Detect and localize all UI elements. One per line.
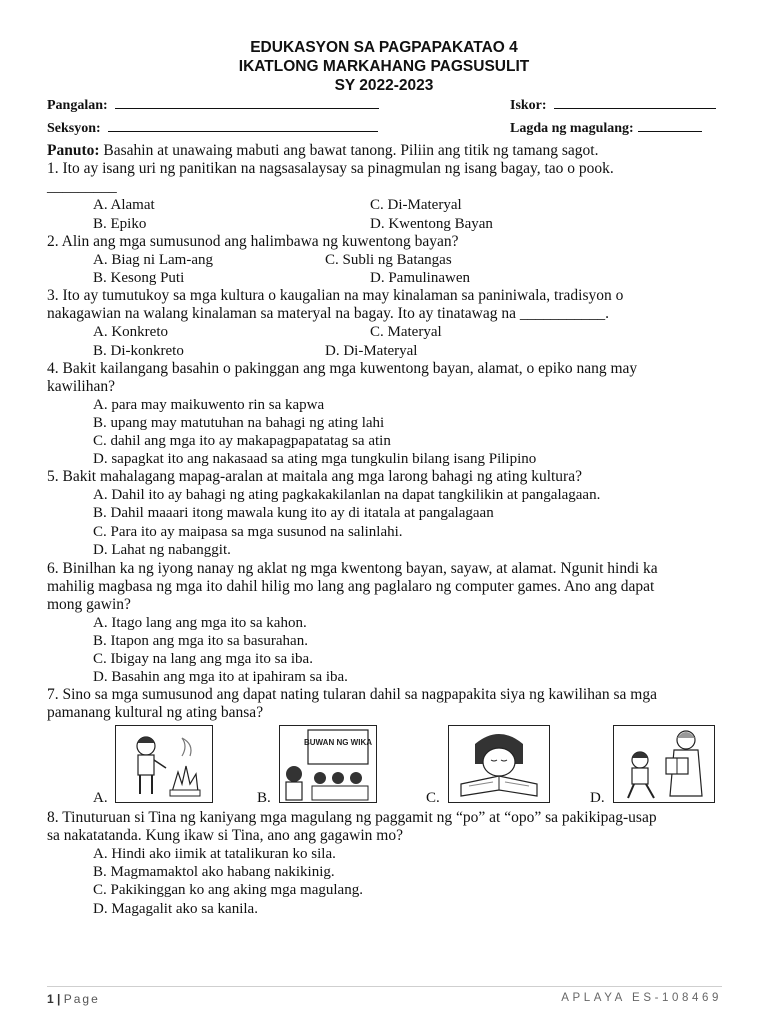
question-1-blank: _________: [47, 178, 117, 195]
footer-divider: [47, 986, 722, 987]
school-code: APLAYA ES-108469: [561, 992, 722, 1004]
girl-sleeping-on-book-illustration: [449, 726, 549, 802]
q7-choice-a-label[interactable]: A.: [93, 790, 108, 806]
q2-choice-c[interactable]: C. Subli ng Batangas: [325, 252, 452, 268]
question-6-cont: mahilig magbasa ng mga ito dahil hilig mo lang ang paglalaro ng computer games. Ano ang dapat: [47, 578, 655, 595]
name-field: [47, 96, 379, 114]
question-6-cont2: mong gawin?: [47, 596, 131, 613]
question-8: 8. Tinuturuan si Tina ng kaniyang mga magulang ng paggamit ng “po” at “opo” sa pakikipag-usap: [47, 809, 657, 826]
q1-choice-b[interactable]: B. Epiko: [93, 216, 147, 232]
q8-choice-b[interactable]: B. Magmamaktol ako habang nakikinig.: [93, 864, 335, 880]
question-4-cont: kawilihan?: [47, 378, 116, 395]
page-word: Page: [63, 992, 100, 1006]
q5-choice-b[interactable]: B. Dahil maaari itong mawala kung ito ay di itatala at pangalagaan: [93, 505, 494, 521]
q4-choice-d[interactable]: D. sapagkat ito ang nakasaad sa ating mga tungkulin bilang isang Pilipino: [93, 451, 537, 467]
q8-choice-d[interactable]: D. Magagalit ako sa kanila.: [93, 901, 258, 917]
section-field: [47, 119, 378, 137]
boy-burning-books-illustration: [116, 726, 212, 802]
q7-picture-c-girl-sleeping-on-book[interactable]: [448, 725, 550, 803]
buwan-ng-wika-illustration: [280, 726, 376, 802]
section-label: Seksyon:: [47, 121, 101, 136]
q6-choice-a[interactable]: A. Itago lang ang mga ito sa kahon.: [93, 615, 307, 631]
q2-choice-d[interactable]: D. Pamulinawen: [370, 270, 470, 286]
exam-title: EDUKASYON SA PAGPAPAKATAO 4: [250, 39, 518, 56]
q1-choice-a[interactable]: A. Alamat: [93, 197, 155, 213]
question-3-cont: nakagawian na walang kinalaman sa materyal na bagay. Ito ay tinatawag na ___________.: [47, 305, 609, 322]
parent-signature-blank[interactable]: [638, 119, 702, 132]
q3-choice-b[interactable]: B. Di-konkreto: [93, 343, 184, 359]
name-label: Pangalan:: [47, 98, 108, 113]
q7-picture-b-buwan-ng-wika-sign[interactable]: [279, 725, 377, 803]
question-7: 7. Sino sa mga sumusunod ang dapat nating tularan dahil sa nagpapakita siya ng kawilihan sa mga: [47, 686, 657, 703]
q5-choice-a[interactable]: A. Dahil ito ay bahagi ng ating pagkakakilanlan na dapat tangkilikin at pangalagaan.: [93, 487, 601, 503]
q2-choice-b[interactable]: B. Kesong Puti: [93, 270, 185, 286]
instructions: [47, 142, 598, 160]
q3-choice-d[interactable]: D. Di-Materyal: [325, 343, 418, 359]
q4-choice-b[interactable]: B. upang may matutuhan na bahagi ng ating lahi: [93, 415, 385, 431]
question-2: 2. Alin ang mga sumusunod ang halimbawa ng kuwentong bayan?: [47, 233, 459, 250]
page-number-separator: |: [53, 992, 64, 1006]
page-number-value: 1: [47, 992, 54, 1006]
q7-choice-d-label[interactable]: D.: [590, 790, 605, 806]
q5-choice-c[interactable]: C. Para ito ay maipasa sa mga susunod na salinlahi.: [93, 524, 403, 540]
score-blank[interactable]: [554, 96, 716, 109]
instructions-text: Basahin at unawaing mabuti ang bawat tanong. Piliin ang titik ng tamang sagot.: [99, 142, 599, 159]
q1-choice-c[interactable]: C. Di-Materyal: [370, 197, 462, 213]
section-blank[interactable]: [108, 119, 378, 132]
score-field: [510, 96, 716, 114]
q4-choice-c[interactable]: C. dahil ang mga ito ay makapagpapatatag sa atin: [93, 433, 391, 449]
q8-choice-c[interactable]: C. Pakikinggan ko ang aking mga magulang.: [93, 882, 363, 898]
q8-choice-a[interactable]: A. Hindi ako iimik at tatalikuran ko sila.: [93, 846, 336, 862]
q7-choice-b-label[interactable]: B.: [257, 790, 271, 806]
q6-choice-b[interactable]: B. Itapon ang mga ito sa basurahan.: [93, 633, 308, 649]
q3-choice-c[interactable]: C. Materyal: [370, 324, 442, 340]
question-1: 1. Ito ay isang uri ng panitikan na nagsasalaysay sa pinagmulan ng isang bagay, tao o pook.: [47, 160, 614, 177]
q5-choice-d[interactable]: D. Lahat ng nabanggit.: [93, 542, 231, 558]
q7-picture-d-grandmother-reading-to-child[interactable]: [613, 725, 715, 803]
q2-choice-a[interactable]: A. Biag ni Lam-ang: [93, 252, 213, 268]
q6-choice-c[interactable]: C. Ibigay na lang ang mga ito sa iba.: [93, 651, 313, 667]
buwan-ng-wika-sign-text: BUWAN NG WIKA: [304, 738, 372, 747]
grandmother-reading-illustration: [614, 726, 714, 802]
question-5: 5. Bakit mahalagang mapag-aralan at maitala ang mga larong bahagi ng ating kultura?: [47, 468, 582, 485]
name-blank[interactable]: [115, 96, 379, 109]
score-label: Iskor:: [510, 98, 547, 113]
instructions-label: Panuto:: [47, 142, 100, 159]
school-year: SY 2022-2023: [334, 77, 434, 94]
exam-subtitle: IKATLONG MARKAHANG PAGSUSULIT: [238, 58, 530, 75]
question-3: 3. Ito ay tumutukoy sa mga kultura o kaugalian na may kinalaman sa paniniwala, tradisyon o: [47, 287, 624, 304]
question-8-cont: sa nakatatanda. Kung ikaw si Tina, ano ang gagawin mo?: [47, 827, 403, 844]
q7-picture-a-boy-burning-books[interactable]: [115, 725, 213, 803]
parent-signature-label: Lagda ng magulang:: [510, 121, 634, 136]
q6-choice-d[interactable]: D. Basahin ang mga ito at ipahiram sa iba.: [93, 669, 348, 685]
q1-choice-d[interactable]: D. Kwentong Bayan: [370, 216, 493, 232]
question-4: 4. Bakit kailangang basahin o pakinggan ang mga kuwentong bayan, alamat, o epiko nang may: [47, 360, 638, 377]
page-number: [47, 992, 100, 1006]
parent-signature-field: [510, 119, 702, 137]
question-6: 6. Binilhan ka ng iyong nanay ng aklat ng mga kwentong bayan, sayaw, at alamat. Ngunit hindi ka: [47, 560, 658, 577]
q4-choice-a[interactable]: A. para may maikuwento rin sa kapwa: [93, 397, 325, 413]
q7-choice-c-label[interactable]: C.: [426, 790, 440, 806]
q3-choice-a[interactable]: A. Konkreto: [93, 324, 168, 340]
question-7-cont: pamanang kultural ng ating bansa?: [47, 704, 264, 721]
